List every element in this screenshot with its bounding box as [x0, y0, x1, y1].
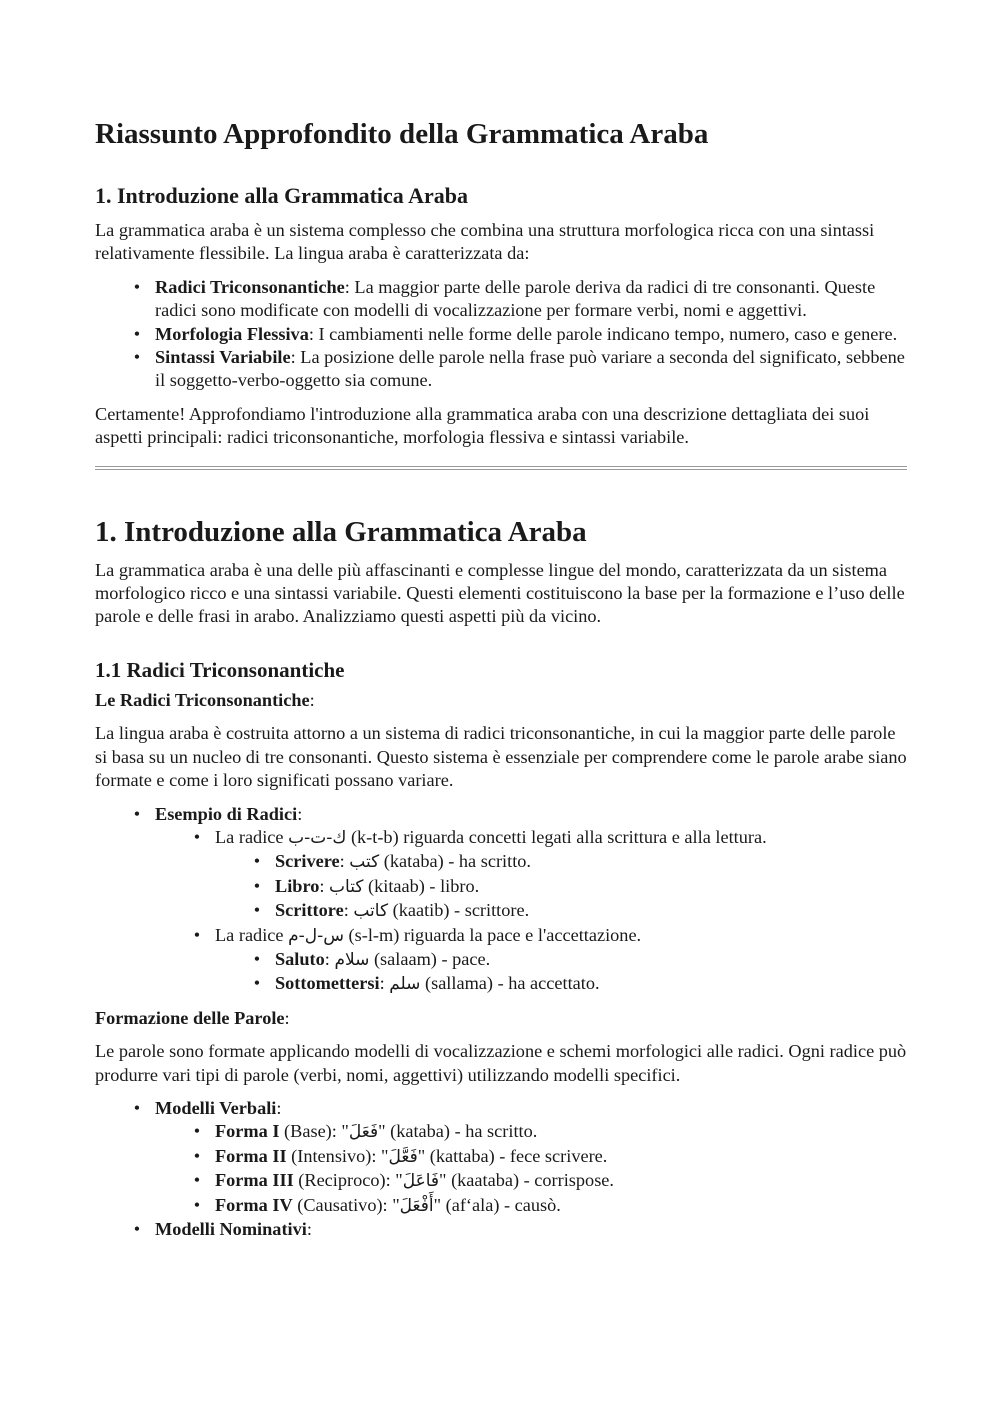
word-arabic: سلم	[389, 974, 421, 995]
bullet-icon: •	[193, 924, 201, 945]
list-item	[95, 1218, 907, 1241]
nominal-label: Modelli Nominativi	[155, 1219, 307, 1239]
formation-list	[95, 1097, 907, 1241]
list-item	[155, 1145, 907, 1169]
roots-heading: 1.1 Radici Triconsonantiche	[95, 657, 345, 682]
intro-list	[95, 276, 907, 393]
bullet-icon: •	[253, 948, 261, 969]
form-desc: (Causativo): "	[292, 1194, 400, 1215]
form-term: Forma I	[215, 1121, 280, 1142]
form-desc: (Base): "	[279, 1121, 349, 1142]
list-item	[95, 276, 907, 323]
intro-paragraph: La grammatica araba è un sistema complesso che combina una struttura morfologica ricca con una sintassi relativamente flessibile. La lingua araba è caratterizzata da:	[95, 220, 875, 264]
formation-label-text: Formazione delle Parole	[95, 1007, 285, 1028]
bullet-icon: •	[193, 1145, 201, 1166]
word-arabic: كتب	[349, 852, 380, 873]
section1-heading: 1. Introduzione alla Grammatica Araba	[95, 515, 587, 548]
form-arabic: فَعَلَ	[348, 1122, 379, 1143]
root-words-list	[215, 850, 907, 923]
list-item	[95, 1097, 907, 1218]
list-item	[215, 948, 907, 972]
bullet-icon: •	[193, 1194, 201, 1215]
formation-paragraph: Le parole sono formate applicando modelli di vocalizzazione e schemi morfologici alle radici. Ogni radice può produrre vari tipi di parole (verbi, nomi, aggettivi) utilizzando modelli specifici.	[95, 1041, 907, 1085]
root-prefix: La radice	[215, 924, 289, 945]
word-arabic: سلام	[334, 949, 370, 970]
root-examples-list	[155, 826, 907, 997]
list-item-term: Radici Triconsonantiche	[155, 276, 345, 297]
list-item	[155, 924, 907, 997]
list-item-text: : I cambiamenti nelle forme delle parole indicano tempo, numero, caso e genere.	[308, 323, 898, 344]
nominal-suffix: :	[306, 1219, 312, 1239]
list-item-text: : La maggior parte delle parole deriva da radici di tre consonanti. Queste radici sono modificate con modelli di vocalizzazione per formare verbi, nomi e aggettivi.	[155, 276, 876, 321]
word-text: (kaatib) - scrittore.	[388, 900, 530, 921]
bullet-icon: •	[193, 1121, 201, 1142]
verbal-label: Modelli Verbali	[155, 1097, 277, 1118]
bullet-icon: •	[253, 851, 261, 872]
word-term: Libro	[275, 875, 320, 896]
list-item	[215, 972, 907, 996]
form-term: Forma III	[215, 1170, 294, 1191]
form-desc: (Intensivo): "	[286, 1145, 389, 1166]
bullet-icon: •	[253, 973, 261, 994]
list-item	[215, 875, 907, 899]
form-arabic: فَعَّلَ	[388, 1146, 418, 1167]
list-item	[95, 323, 907, 346]
roots-paragraph: La lingua araba è costruita attorno a un sistema di radici triconsonantiche, in cui la maggior parte delle parole si basa su un nucleo di tre consonanti. Questo sistema è essenziale per comprendere come le parole arabe siano formate e come i loro significati possano variare.	[95, 723, 907, 791]
word-arabic: كتاب	[329, 876, 364, 897]
form-term: Forma IV	[215, 1194, 293, 1215]
verbal-forms-list	[155, 1120, 907, 1218]
word-text: (kataba) - ha scritto.	[379, 851, 531, 872]
list-item	[155, 1120, 907, 1144]
root-arabic: س-ل-م	[288, 925, 344, 946]
form-desc: (Reciproco): "	[293, 1170, 403, 1191]
list-item	[155, 1194, 907, 1218]
form-term: Forma II	[215, 1145, 287, 1166]
list-item	[155, 1169, 907, 1193]
form-text: " (af‘ala) - causò.	[433, 1194, 561, 1215]
list-item	[95, 803, 907, 997]
root-prefix: La radice	[215, 826, 289, 847]
bullet-icon: •	[133, 1219, 141, 1239]
word-arabic: كاتب	[353, 901, 389, 922]
roots-list	[95, 803, 907, 997]
document-title: Riassunto Approfondito della Grammatica Araba	[95, 118, 709, 150]
bullet-icon: •	[133, 803, 141, 824]
roots-label-text: Le Radici Triconsonantiche	[95, 689, 310, 710]
word-sep: :	[324, 948, 335, 969]
word-term: Sottomettersi	[275, 973, 380, 994]
intro-heading: 1. Introduzione alla Grammatica Araba	[95, 183, 468, 208]
form-arabic: فَاعَلَ	[402, 1171, 440, 1192]
formation-label-suffix: :	[284, 1007, 290, 1028]
verbal-suffix: :	[276, 1097, 282, 1118]
formation-label	[95, 1007, 907, 1030]
bullet-icon: •	[133, 347, 141, 368]
list-item-text: : La posizione delle parole nella frase può variare a seconda del significato, sebbene il soggetto-verbo-oggetto sia comune.	[155, 347, 905, 391]
list-item-term: Sintassi Variabile	[155, 347, 291, 368]
bullet-icon: •	[133, 323, 141, 344]
word-text: (sallama) - ha accettato.	[420, 973, 600, 994]
bullet-icon: •	[133, 276, 141, 297]
list-item	[155, 826, 907, 924]
word-term: Scrittore	[275, 900, 344, 921]
form-text: " (kataba) - ha scritto.	[378, 1121, 538, 1142]
section1-paragraph: La grammatica araba è una delle più affascinanti e complesse lingue del mondo, caratterizzata da un sistema morfologico ricco e una sintassi variabile. Questi elementi costituiscono la base per la formazione e l’uso delle parole e delle frasi in arabo. Analizziamo questi aspetti più da vicino.	[95, 559, 905, 627]
bullet-icon: •	[193, 1170, 201, 1191]
word-text: (kitaab) - libro.	[363, 875, 480, 896]
word-sep: :	[379, 973, 390, 994]
root-words-list	[215, 948, 907, 997]
list-item-term: Morfologia Flessiva	[155, 323, 309, 344]
roots-label	[95, 689, 907, 712]
bullet-icon: •	[253, 900, 261, 921]
word-sep: :	[319, 875, 330, 896]
examples-suffix: :	[297, 803, 303, 824]
root-arabic: ك-ت-ب	[288, 827, 347, 848]
root-suffix: (k-t-b) riguarda concetti legati alla scrittura e alla lettura.	[346, 826, 767, 847]
examples-label: Esempio di Radici	[155, 803, 298, 824]
bullet-icon: •	[193, 826, 201, 847]
form-arabic: أَفْعَلَ	[399, 1195, 434, 1216]
bullet-icon: •	[133, 1097, 141, 1118]
intro-closing: Certamente! Approfondiamo l'introduzione alla grammatica araba con una descrizione dettagliata dei suoi aspetti principali: radici triconsonantiche, morfologia flessiva e sintassi variabile.	[95, 403, 870, 448]
word-term: Scrivere	[275, 851, 340, 872]
document-body	[95, 112, 907, 1251]
list-item	[215, 899, 907, 923]
word-sep: :	[339, 851, 350, 872]
list-item	[215, 850, 907, 874]
section-divider	[95, 466, 907, 470]
form-text: " (kaataba) - corrispose.	[439, 1170, 614, 1191]
word-text: (salaam) - pace.	[369, 948, 491, 969]
bullet-icon: •	[253, 875, 261, 896]
word-sep: :	[343, 900, 354, 921]
root-suffix: (s-l-m) riguarda la pace e l'accettazione.	[343, 924, 642, 945]
word-term: Saluto	[275, 948, 325, 969]
list-item	[95, 346, 907, 393]
roots-label-suffix: :	[309, 689, 315, 710]
form-text: " (kattaba) - fece scrivere.	[417, 1145, 608, 1166]
